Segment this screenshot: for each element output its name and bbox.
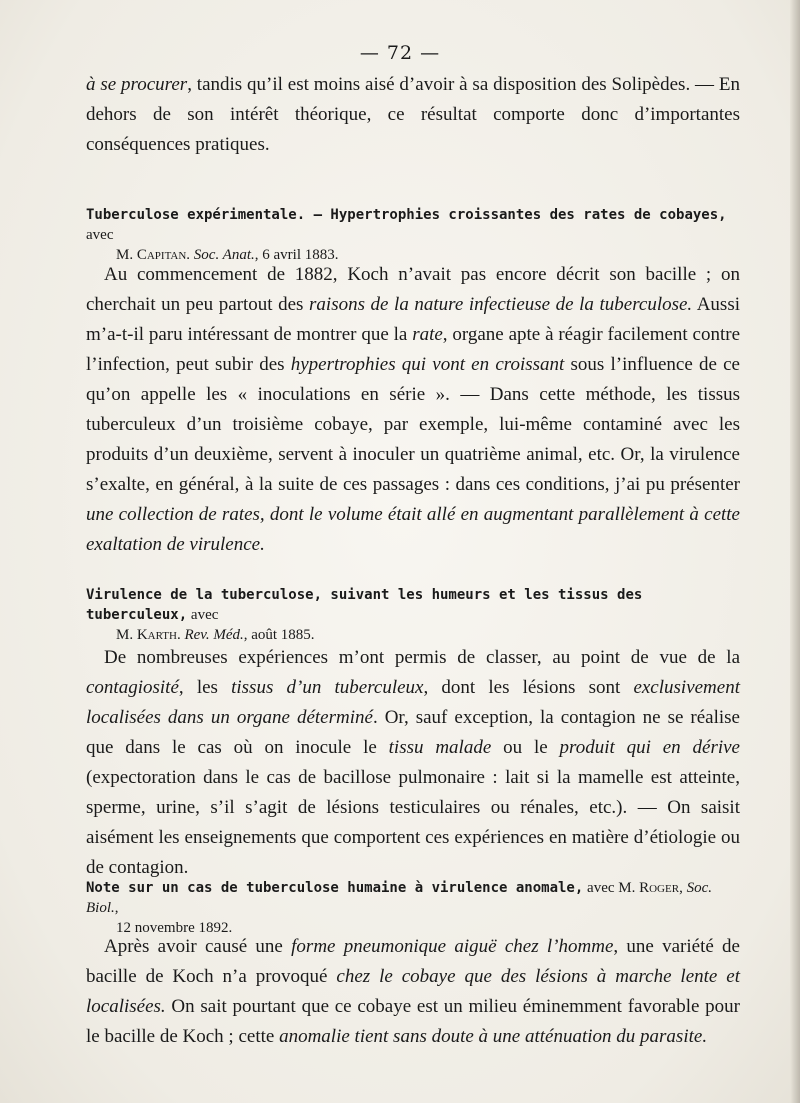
section-1-avec: avec [86, 227, 114, 243]
section-3-journal: Soc. Biol. [86, 880, 712, 916]
page-gutter [790, 0, 800, 1103]
section-3-italic-1: forme pneumonique aiguë chez l’homme [291, 936, 614, 957]
section-3-body [86, 932, 740, 1052]
section-2-italic-5: produit qui en dérive [559, 737, 740, 758]
section-1-journal: Soc. Anat. [193, 247, 255, 263]
section-2-body [86, 643, 740, 883]
intro-italic-1: à se procurer [86, 74, 188, 95]
section-1-text-2: Aussi m’a-t-il paru intéressant de montrer que la [86, 294, 740, 345]
section-3-paragraph [86, 932, 740, 1052]
section-2-avec: avec [187, 607, 219, 623]
section-1-italic-4: une collection de rates, dont le volume était allé en augmentant parallèlement à cette exaltation de virulence. [86, 504, 740, 555]
section-3-text-2: , une variété de bacille de Koch n’a provoqué [86, 936, 740, 987]
intro-paragraph [86, 70, 740, 160]
section-2-italic-1: contagiosité [86, 677, 179, 698]
page-number: — 72 — [359, 42, 441, 64]
section-1-italic-2: rate [412, 324, 443, 345]
section-2-text-6: (expectoration dans le cas de bacillose pulmonaire : lait si la mamelle est atteinte, sperme, urine, s’il s’agit de lésions testiculaires ou rénales, etc.). — On saisit aisément les enseignements que comportent ces expériences en matière d’étiologie ou de contagion. [86, 767, 740, 878]
section-2-italic-2: tissus d’un tuberculeux [231, 677, 424, 698]
section-2-text-3: , dont les lésions sont [423, 677, 634, 698]
section-2-citation [86, 625, 740, 645]
section-1-author: M. Capitan. [116, 247, 191, 263]
section-3-avec: avec M. [583, 880, 640, 896]
section-2-journal: Rev. Méd. [184, 627, 244, 643]
section-2-date: , août 1885. [243, 627, 315, 643]
section-3-title: Note sur un cas de tuberculose humaine à virulence anomale, [86, 880, 584, 896]
section-3-text-3: On sait pourtant que ce cobaye est un milieu éminemment favorable pour le bacille de Koch ; cette [86, 996, 740, 1047]
section-1-title: Tuberculose expérimentale. — Hypertrophies croissantes des rates de cobayes, [86, 207, 727, 223]
section-1-paragraph [86, 260, 740, 560]
section-2-text-2: , les [178, 677, 232, 698]
section-3-heading: Note sur un cas de tuberculose humaine à virulence anomale, avec M. Roger, Soc. Biol., 12 novembre 1892. [86, 878, 740, 938]
section-1-body [86, 260, 740, 560]
section-2-author: M. Karth. [116, 627, 181, 643]
section-2-italic-3: exclusivement localisées dans un organe déterminé [86, 677, 740, 728]
section-3-date: 12 novembre 1892. [116, 920, 233, 936]
section-2-italic-4: tissu malade [388, 737, 492, 758]
section-3-italic-3: anomalie tient sans doute à une atténuation du parasite. [279, 1026, 708, 1047]
section-1-text-1: Au commencement de 1882, Koch n’avait pas encore décrit son bacille ; on cherchait un peu partout des [86, 264, 740, 315]
intro-text-1: , tandis qu’il est moins aisé d’avoir à sa disposition des Solipèdes. — En dehors de son intérêt théorique, ce résultat comporte donc d’importantes conséquences pratiques. [86, 74, 741, 155]
section-2-heading [86, 585, 740, 645]
intro-block [86, 70, 740, 160]
section-1-italic-3: hypertrophies qui vont en croissant [290, 354, 565, 375]
section-1-text-3: , organe apte à réagir facilement contre l’infection, peut subir des [86, 324, 740, 375]
section-3-italic-2: chez le cobaye que des lésions à marche lente et localisées. [86, 966, 740, 1017]
section-2-paragraph [86, 643, 740, 883]
section-1-heading [86, 205, 740, 265]
section-1-italic-1: raisons de la nature infectieuse de la tuberculose. [309, 294, 693, 315]
section-3-text-1: Après avoir causé une [104, 936, 292, 957]
section-2-text-1: De nombreuses expériences m’ont permis de classer, au point de vue de la [104, 647, 740, 668]
section-2-title: Virulence de la tuberculose, suivant les humeurs et les tissus des tuberculeux, [86, 587, 643, 623]
section-2-text-4: . Or, sauf exception, la contagion ne se réalise que dans le cas où on inocule le [86, 707, 740, 758]
section-3-author: Roger [639, 880, 680, 896]
section-2-text-5: ou le [491, 737, 560, 758]
section-1-text-4: sous l’influence de ce qu’on appelle les « inoculations en série ». — Dans cette méthode, les tissus tuberculeux d’un troisième cobaye, par exemple, lui-même contaminé avec les produits d’un deuxième, servent à inoculer un quatrième animal, etc. Or, la virulence s’exalte, en général, à la suite de ces passages : dans ces conditions, j’ai pu présenter [86, 354, 740, 495]
section-1-date: , 6 avril 1883. [254, 247, 339, 263]
